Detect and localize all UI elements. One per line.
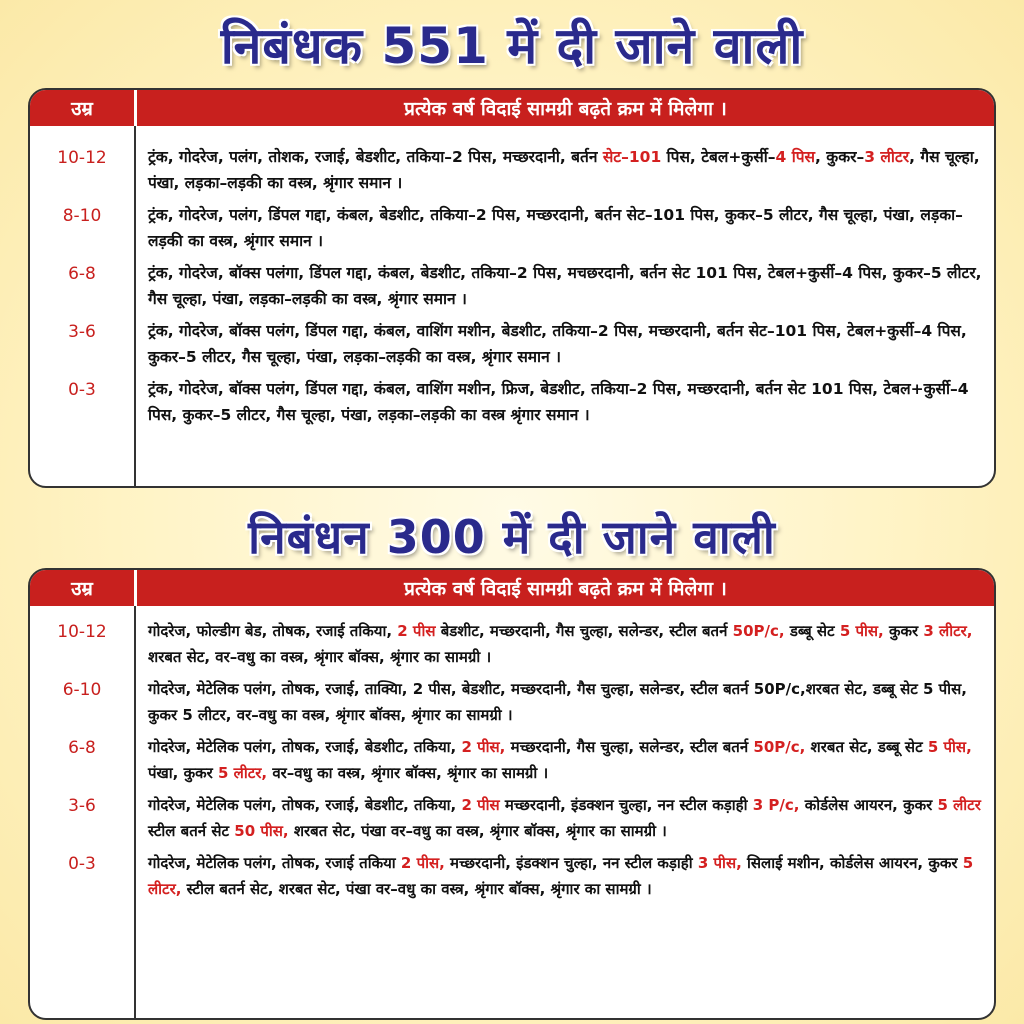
highlighted-quantity: 2 पीस [397,622,436,640]
items-text: सिलाई मशीन, कोर्डलेस आयरन, कुकर [741,854,963,872]
items-text: , कुकर– [815,148,865,166]
items-text: मच्छरदानी, गैस चुल्हा, सलेन्डर, स्टील बतर्न [505,738,754,756]
items-list [134,850,994,902]
items-text: शरबत सेट, पंखा वर–वधु का वस्त्र, श्रृंगार बॉक्स, श्रृंगार का सामग्री । [288,822,667,840]
table-row [30,376,994,428]
table-row [30,676,994,728]
age-range: 6-10 [62,680,102,700]
table-300 [28,568,996,1020]
column-age-header: उम्र [30,90,137,126]
highlighted-quantity: 50P/c, [732,622,785,640]
highlighted-quantity: 50P/c, [753,738,806,756]
column-divider [134,126,136,486]
highlighted-quantity: 3 पीस, [697,854,742,872]
table-551 [28,88,996,488]
items-list [134,734,994,786]
age-range: 3-6 [68,322,96,342]
heading-551: निबंधक 551 में दी जाने वाली [220,17,804,75]
age-range: 10-12 [57,148,107,168]
highlighted-quantity: 5 लीटर [937,796,981,814]
highlighted-quantity: 5 लीटर, [148,854,974,898]
highlighted-quantity: 50 पीस, [234,822,289,840]
table-body [30,606,994,1018]
table-header [30,90,994,126]
column-divider [134,606,136,1018]
items-text: गोदरेज, मेटेलिक पलंग, तोषक, रजाई तकिया [148,854,401,872]
items-list [134,792,994,844]
heading-300: निबंधन 300 में दी जाने वाली [248,510,776,564]
items-list: ट्रंक, गोदरेज, पलंग, डिंपल गद्दा, कंबल, बेडशीट, तकिया–2 पिस, मच्छरदानी, बर्तन सेट–101 पिस, कुकर–5 लीटर, गैस चूल्हा, पंखा, लड़का–लड़की का वस्त्र, श्रृंगार समान । [148,206,963,250]
table-row [30,202,994,254]
column-items-header: प्रत्येक वर्ष विदाई सामग्री बढ़ते क्रम में मिलेगा । [404,98,727,120]
age-range: 3-6 [68,796,96,816]
age-range: 10-12 [57,622,107,642]
highlighted-quantity: सेट–101 [602,148,662,166]
items-text: मच्छरदानी, इंडक्शन चुल्हा, नन स्टील कड़ाही [444,854,698,872]
highlighted-quantity: 5 पीस, [927,738,972,756]
table-row [30,144,994,196]
highlighted-quantity: 5 लीटर, [218,764,268,782]
highlighted-quantity: 2 पीस [461,796,500,814]
items-list: गोदरेज, मेटेलिक पलंग, तोषक, रजाई, ताक्यिा, 2 पीस, बेडशीट, मच्छरदानी, गैस चुल्हा, सलेन्डर, स्टील बतर्न 50P/c,शरबत सेट, डब्बू सेट 5 पीस, कुकर 5 लीटर, वर–वधु का वस्त्र, श्रृंगार बॉक्स, श्रृंगार का सामग्री । [148,680,967,724]
table-header [30,570,994,606]
items-text: गोदरेज, फोल्डीग बेड, तोषक, रजाई तकिया, [148,622,398,640]
items-text: बेडशीट, मच्छरदानी, गैस चुल्हा, सलेन्डर, स्टील बतर्न [435,622,733,640]
highlighted-quantity: 2 पीस, [461,738,506,756]
table-row [30,792,994,844]
items-list [134,618,994,670]
age-range: 6-8 [68,264,96,284]
age-range: 8-10 [62,206,102,226]
items-text: ट्रंक, गोदरेज, पलंग, तोशक, रजाई, बेडशीट, तकिया–2 पिस, मच्छरदानी, बर्तन [148,148,603,166]
items-text: पिस, टेबल+कुर्सी– [661,148,776,166]
age-range: 0-3 [68,854,96,874]
items-text: गोदरेज, मेटेलिक पलंग, तोषक, रजाई, बेडशीट, तकिया, [148,796,462,814]
items-list [134,144,994,196]
items-text: वर–वधु का वस्त्र, श्रृंगार बॉक्स, श्रृंगार का सामग्री । [267,764,549,782]
column-items-header: प्रत्येक वर्ष विदाई सामग्री बढ़ते क्रम में मिलेगा । [404,578,727,600]
highlighted-quantity: 3 लीटर [864,148,910,166]
age-range: 0-3 [68,380,96,400]
items-text: स्टील बतर्न सेट, शरबत सेट, पंखा वर–वधु का वस्त्र, श्रृंगार बॉक्स, श्रृंगार का सामग्री । [181,880,652,898]
highlighted-quantity: 3 लीटर, [923,622,973,640]
items-text: कोर्डलेस आयरन, कुकर [799,796,938,814]
items-text: पंखा, कुकर [148,764,218,782]
items-list: ट्रंक, गोदरेज, बॉक्स पलंग, डिंपल गद्दा, कंबल, वाशिंग मशीन, फ्रिज, बेडशीट, तकिया–2 पिस, मच्छरदानी, बर्तन सेट 101 पिस, टेबल+कुर्सी–4 पिस, कुकर–5 लीटर, गैस चूल्हा, पंखा, लड़का–लड़की का वस्त्र श्रृंगार समान । [148,380,969,424]
table-row [30,260,994,312]
highlighted-quantity: 4 पिस [775,148,816,166]
highlighted-quantity: 3 P/c, [752,796,800,814]
column-age-header: उम्र [30,570,137,606]
items-text: मच्छरदानी, इंडक्शन चुल्हा, नन स्टील कड़ाही [499,796,753,814]
table-body [30,126,994,486]
age-range: 6-8 [68,738,96,758]
table-row [30,734,994,786]
table-row [30,850,994,902]
items-text: कुकर [883,622,924,640]
items-list: ट्रंक, गोदरेज, बॉक्स पलंगा, डिंपल गद्दा, कंबल, बेडशीट, तकिया–2 पिस, मचछरदानी, बर्तन सेट 101 पिस, टेबल+कुर्सी–4 पिस, कुकर–5 लीटर, गैस चूल्हा, पंखा, लड़का–लड़की का वस्त्र, श्रृंगार समान । [148,264,982,308]
items-text: स्टील बतर्न सेट [148,822,235,840]
items-text: शरबत सेट, वर–वधु का वस्त्र, श्रृंगार बॉक्स, श्रृंगार का सामग्री । [148,648,492,666]
table-row [30,318,994,370]
table-row [30,618,994,670]
items-text: , गैस चूल्हा, पंखा, लड़का–लड़की का वस्त्र, श्रृंगार समान । [148,148,980,192]
highlighted-quantity: 2 पीस, [400,854,445,872]
items-text: डब्बू सेट [784,622,840,640]
items-text: शरबत सेट, डब्बू सेट [805,738,928,756]
items-list: ट्रंक, गोदरेज, बॉक्स पलंग, डिंपल गद्दा, कंबल, वाशिंग मशीन, बेडशीट, तकिया–2 पिस, मच्छरदानी, बर्तन सेट–101 पिस, टेबल+कुर्सी–4 पिस, कुकर–5 लीटर, गैस चूल्हा, पंखा, लड़का–लड़की का वस्त्र, श्रृंगार समान । [148,322,967,366]
highlighted-quantity: 5 पीस, [839,622,884,640]
items-text: गोदरेज, मेटेलिक पलंग, तोषक, रजाई, बेडशीट, तकिया, [148,738,462,756]
